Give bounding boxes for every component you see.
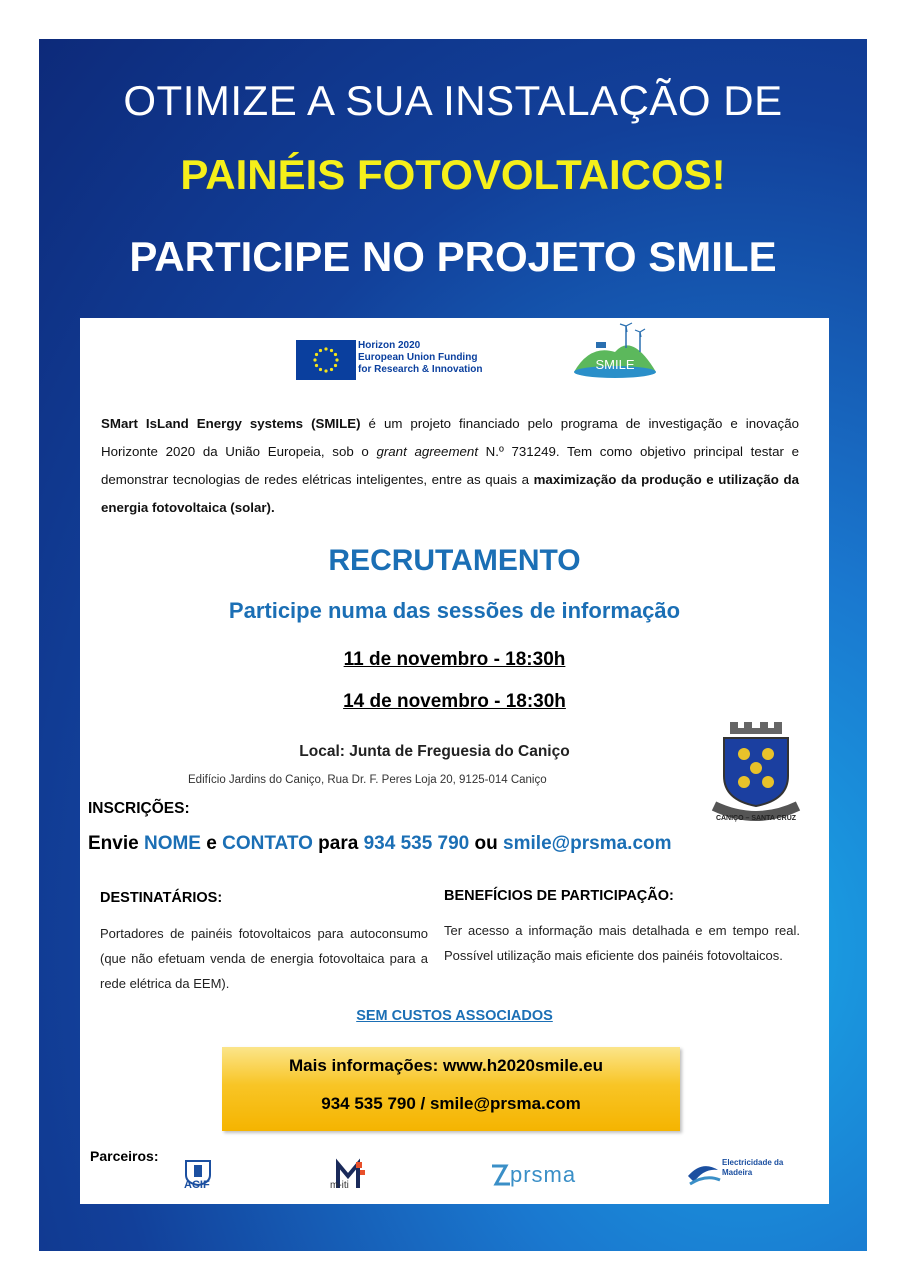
partner-eem: Electricidade da Madeira xyxy=(722,1158,784,1177)
miti-logo-icon xyxy=(330,1150,400,1200)
content-panel xyxy=(80,318,829,1204)
registration-email-link[interactable]: smile@prsma.com xyxy=(503,833,672,854)
session-address: Edifício Jardins do Caniço, Rua Dr. F. Peres Loja 20, 9125-014 Caniço xyxy=(188,774,547,786)
registration-title: INSCRIÇÕES: xyxy=(88,800,190,817)
crest-text: CANIÇO – SANTA CRUZ xyxy=(715,815,797,822)
registration-instructions: Envie NOME e CONTATO para 934 535 790 ou smile@prsma.com xyxy=(88,833,672,854)
partner-prsma: prsma xyxy=(510,1162,577,1187)
more-info-box xyxy=(222,1047,680,1131)
horizon-2020-logo xyxy=(296,340,516,384)
session-date-2: 14 de novembro - 18:30h xyxy=(343,691,566,712)
eu-logo-line-3: for Research & Innovation xyxy=(358,364,483,375)
registration-phone[interactable]: 934 535 790 xyxy=(363,833,470,854)
more-info-contacts[interactable]: 934 535 790 / smile@prsma.com xyxy=(321,1094,581,1113)
headline-line-2: PAINÉIS FOTOVOLTAICOS! xyxy=(180,151,726,198)
recruitment-title: RECRUTAMENTO xyxy=(328,544,581,577)
project-description: SMart IsLand Energy systems (SMILE) é um projeto financiado pelo programa de investigação e inovação Horizonte 2020 da União Europeia, sob o grant agreement N.º 731249. Tem como objetivo principal testar e demonstrar tecnologias de redes elétricas inteligentes, entre as quais a maximização da produção e utilização da energia fotovoltaica (solar). xyxy=(101,416,799,515)
partners-label: Parceiros: xyxy=(90,1148,159,1164)
smile-logo-text: SMILE xyxy=(595,357,635,372)
recruitment-subtitle: Participe numa das sessões de informação xyxy=(228,598,681,623)
more-info-website[interactable]: Mais informações: www.h2020smile.eu xyxy=(289,1056,603,1075)
benefits-title: BENEFÍCIOS DE PARTICIPAÇÃO: xyxy=(444,888,674,904)
targets-text: Portadores de painéis fotovoltaicos para autoconsumo (que não efetuam venda de energia fotovoltaica para a rede elétrica da EEM). xyxy=(100,926,428,991)
targets-title: DESTINATÁRIOS: xyxy=(100,890,223,906)
eu-logo-line-1: Horizon 2020 xyxy=(358,340,421,351)
canico-crest-icon xyxy=(700,714,812,826)
session-location: Local: Junta de Freguesia do Caniço xyxy=(299,743,570,760)
headline-line-3: PARTICIPE NO PROJETO SMILE xyxy=(129,233,777,280)
headline-line-1: OTIMIZE A SUA INSTALAÇÃO DE xyxy=(123,77,783,124)
eu-flag-icon xyxy=(296,340,356,380)
eu-logo-line-2: European Union Funding xyxy=(358,352,478,363)
no-cost-note: SEM CUSTOS ASSOCIADOS xyxy=(356,1008,553,1024)
smile-logo xyxy=(570,322,660,380)
partner-acif: ACIF xyxy=(184,1179,210,1191)
session-date-1: 11 de novembro - 18:30h xyxy=(343,649,566,670)
benefits-text: Ter acesso a informação mais detalhada e em tempo real. Possível utilização mais eficiente dos painéis fotovoltaicos. xyxy=(444,923,800,963)
partner-miti: m-iti xyxy=(330,1180,349,1191)
